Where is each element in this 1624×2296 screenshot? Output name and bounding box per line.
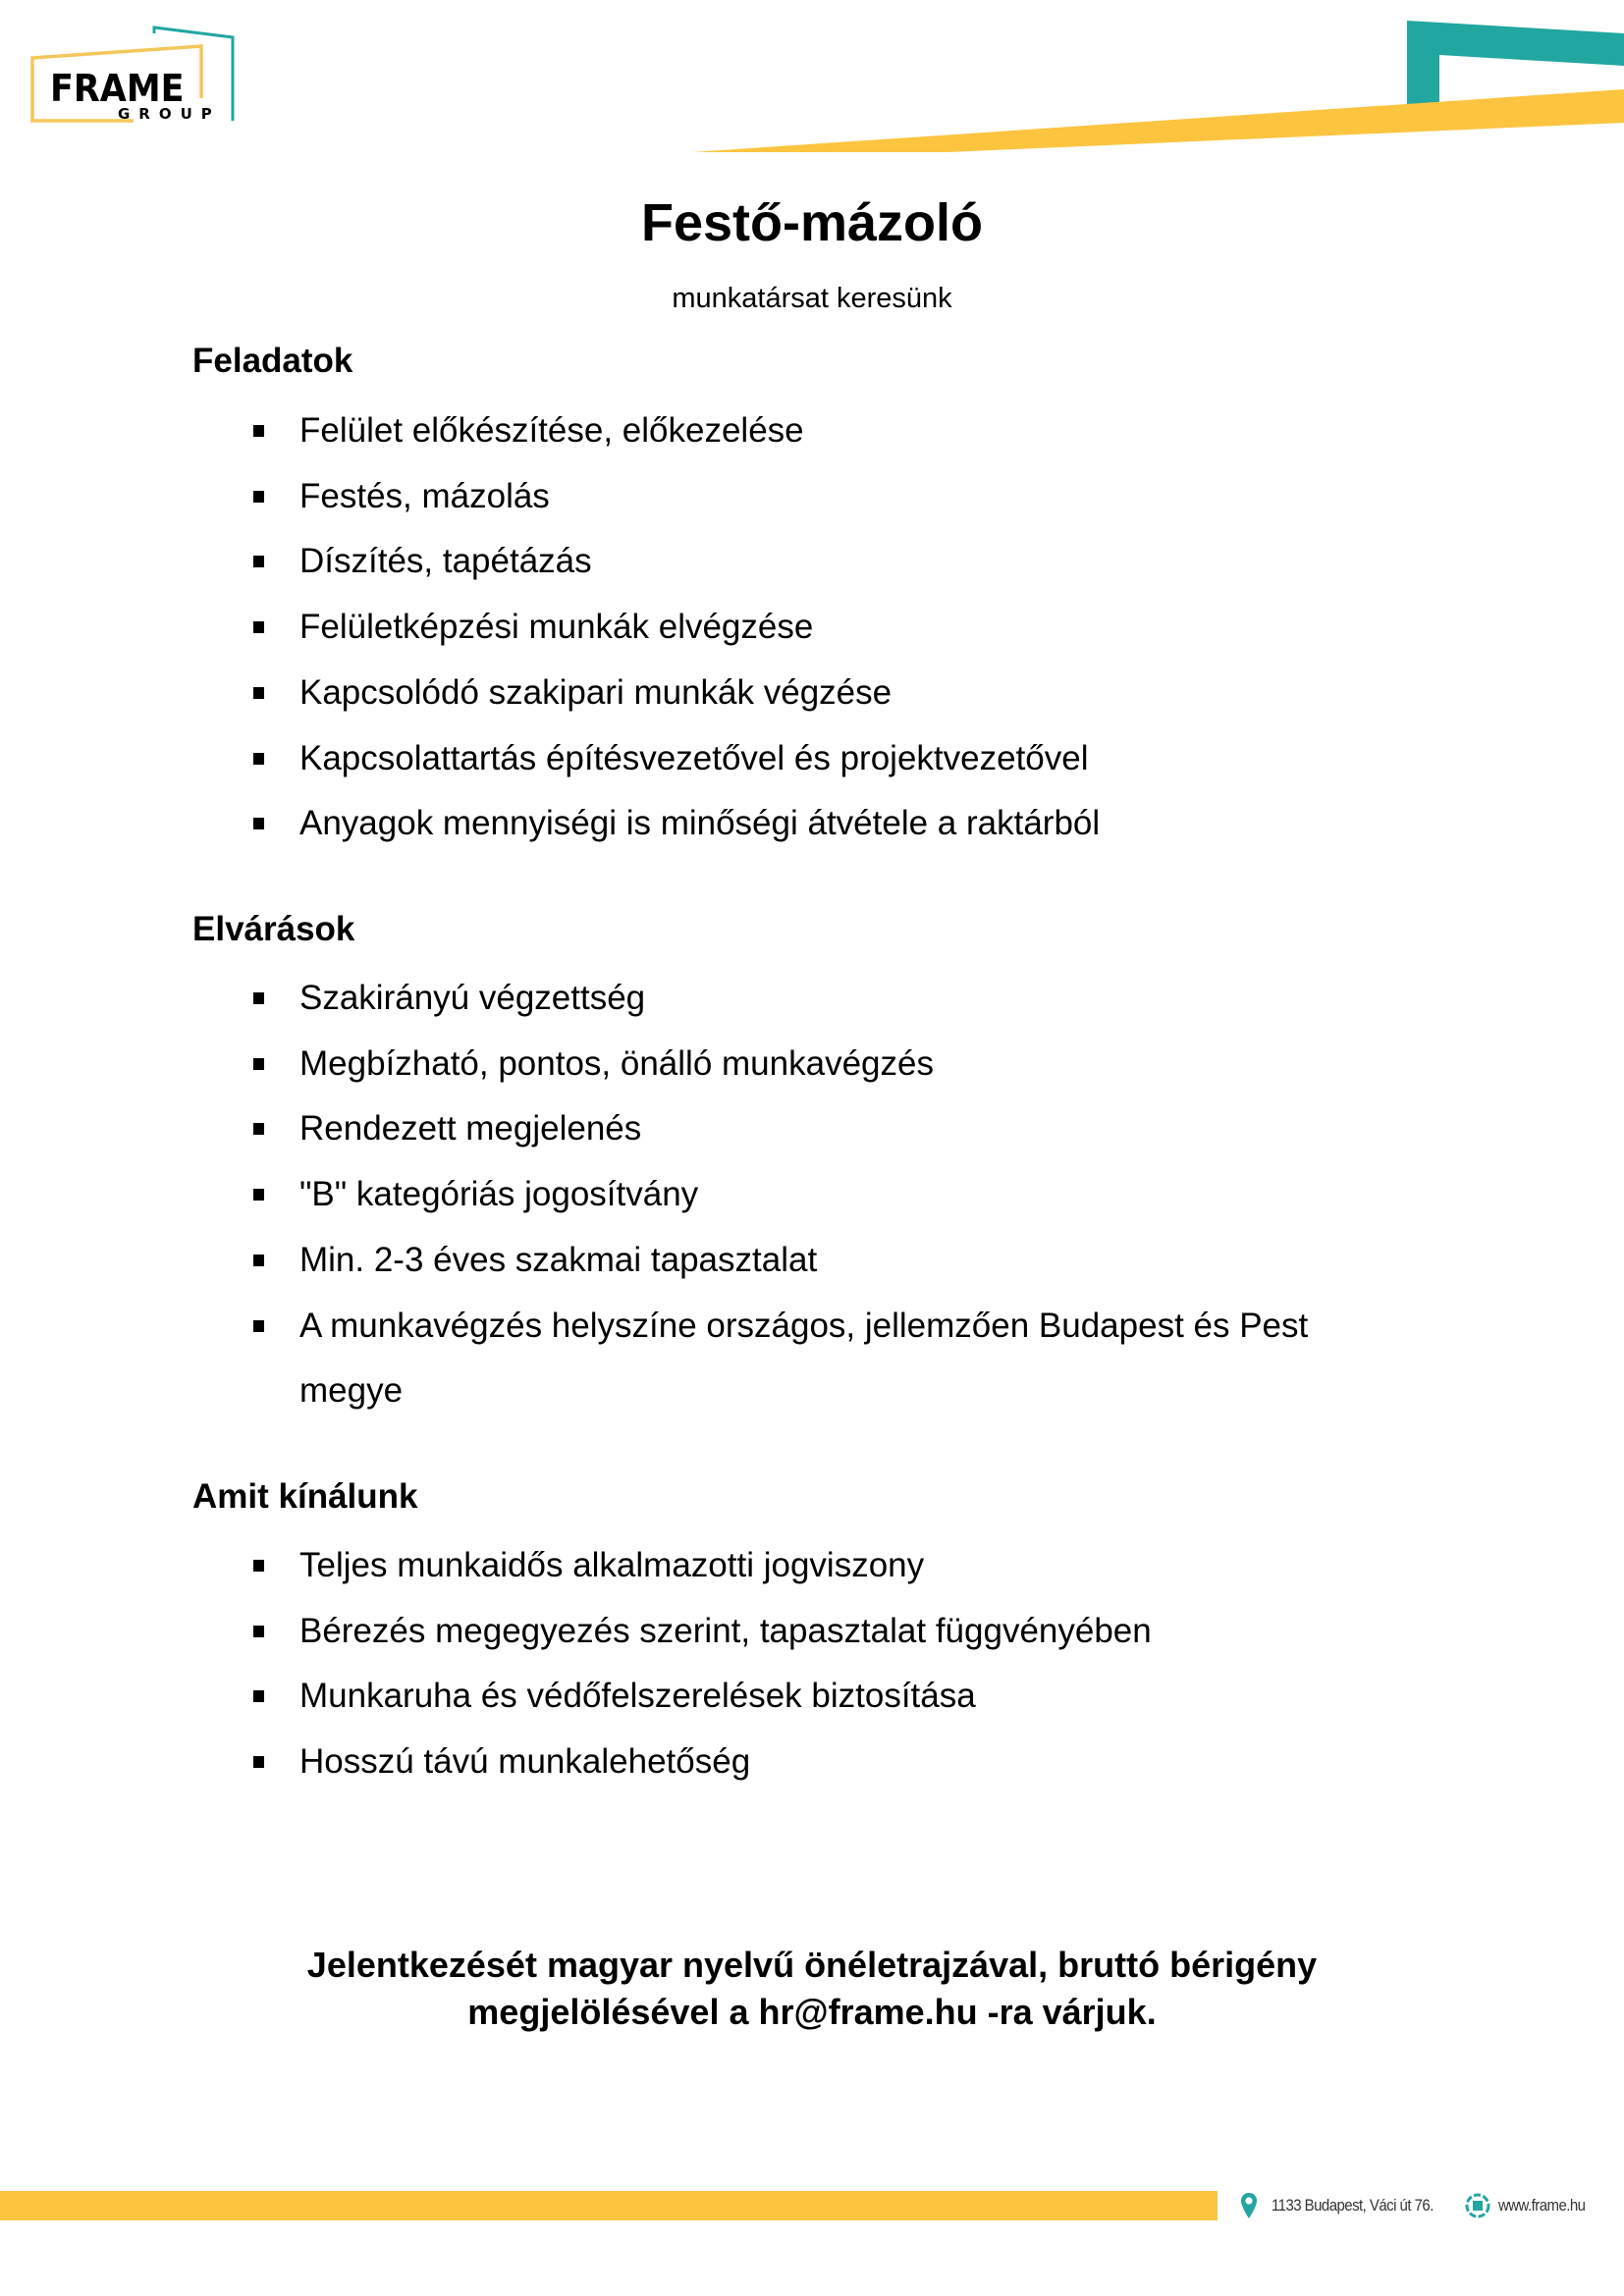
list-item: Munkaruha és védőfelszerelések biztosítása (0, 1664, 1152, 1730)
bullet-square-icon (253, 556, 264, 567)
bullet-square-icon (253, 1320, 264, 1332)
list-item: Kapcsolattartás építésvezetővel és projektvezetővel (0, 726, 1100, 792)
bullet-square-icon (253, 425, 264, 437)
list-item: Rendezett megjelenés (0, 1096, 1308, 1162)
bullet-square-icon (253, 992, 264, 1004)
footer-yellow-bar (0, 2191, 1218, 2220)
benefits-list (0, 1533, 1152, 1795)
footer-website-link[interactable]: www.frame.hu (1498, 2196, 1586, 2215)
bullet-square-icon (253, 1189, 264, 1201)
list-item-continuation: megye (299, 1371, 404, 1411)
section-heading-tasks: Feladatok (192, 342, 353, 380)
list-item: A munkavégzés helyszíne országos, jellemzően Budapest és Pest (0, 1294, 1308, 1360)
bullet-square-icon (253, 818, 264, 829)
list-item: Hosszú távú munkalehetőség (0, 1730, 1152, 1795)
list-item: Bérezés megegyezés szerint, tapasztalat függvényében (0, 1599, 1152, 1665)
requirements-list (0, 966, 1308, 1424)
list-item: "B" kategóriás jogosítvány (0, 1162, 1308, 1228)
bullet-square-icon (253, 1560, 264, 1572)
list-item: Teljes munkaidős alkalmazotti jogviszony (0, 1533, 1152, 1599)
bullet-square-icon (253, 1626, 264, 1637)
bullet-square-icon (253, 1123, 264, 1135)
list-item: Anyagok mennyiségi is minőségi átvétele a raktárból (0, 791, 1100, 857)
bullet-square-icon (253, 1058, 264, 1070)
yellow-band-shape (692, 89, 1624, 152)
section-heading-requirements: Elvárások (192, 910, 355, 948)
page-title: Festő-mázoló (640, 193, 984, 252)
list-item: Szakirányú végzettség (0, 966, 1308, 1032)
header-decoration (0, 0, 1624, 167)
list-item: Felület előkészítése, előkezelése (0, 399, 1100, 464)
tasks-list (0, 399, 1100, 857)
bullet-square-icon (253, 1690, 264, 1702)
bullet-square-icon (253, 491, 264, 503)
logo-wordmark: FRAME (50, 67, 185, 110)
bullet-square-icon (253, 1255, 264, 1266)
closing-line-1: Jelentkezését magyar nyelvű önéletrajzával, bruttó bérigény (306, 1945, 1318, 1985)
list-item: Festés, mázolás (0, 464, 1100, 530)
list-item: Min. 2-3 éves szakmai tapasztalat (0, 1228, 1308, 1294)
list-item: Megbízható, pontos, önálló munkavégzés (0, 1032, 1308, 1097)
globe-icon (1465, 2193, 1490, 2218)
location-pin-icon (1240, 2192, 1258, 2219)
page-subtitle: munkatársat keresünk (672, 283, 952, 314)
bullet-square-icon (253, 1756, 264, 1768)
closing-line-2: megjelölésével a hr@frame.hu -ra várjuk. (467, 1992, 1157, 2032)
application-instructions (0, 1942, 1624, 2036)
bullet-square-icon (253, 753, 264, 765)
logo-subword: GROUP (118, 105, 221, 123)
section-heading-benefits: Amit kínálunk (192, 1477, 418, 1516)
footer-address: 1133 Budapest, Váci út 76. (1272, 2196, 1434, 2215)
frame-group-logo (29, 26, 238, 128)
list-item: Díszítés, tapétázás (0, 529, 1100, 595)
list-item: Felületképzési munkák elvégzése (0, 595, 1100, 661)
bullet-square-icon (253, 621, 264, 633)
bullet-square-icon (253, 687, 264, 699)
list-item: Kapcsolódó szakipari munkák végzése (0, 661, 1100, 726)
